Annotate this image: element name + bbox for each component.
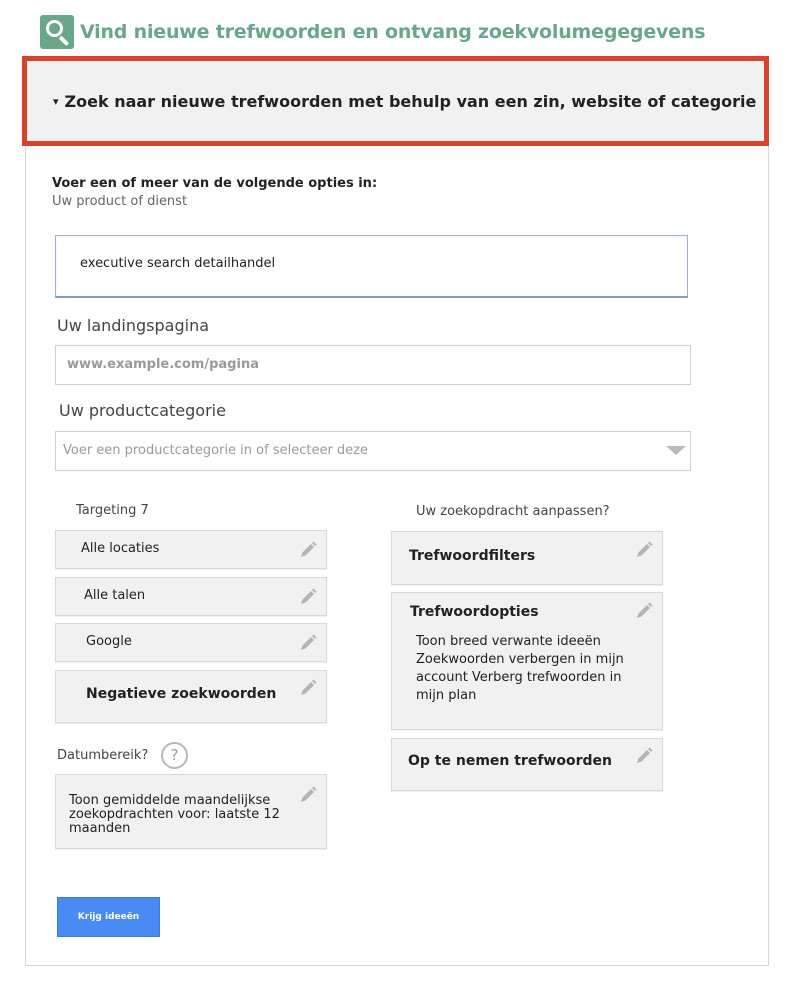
edit-pencil-icon[interactable]: [299, 634, 317, 652]
section-header[interactable]: [22, 56, 769, 146]
section-title[interactable]: Zoek naar nieuwe trefwoorden met behulp van een zin, website of categorie: [64, 91, 757, 111]
product-category-label: Uw productcategorie: [59, 401, 226, 420]
product-category-select[interactable]: Voer een productcategorie in of selecteer deze: [55, 431, 691, 471]
targeting-locations-card[interactable]: [55, 530, 327, 569]
landing-page-input[interactable]: www.example.com/pagina: [55, 345, 691, 385]
date-range-label: Datumbereik?: [57, 748, 149, 763]
targeting-locations-label: Alle locaties: [81, 541, 160, 556]
negative-keywords-card[interactable]: [55, 670, 327, 723]
targeting-languages-card[interactable]: [55, 577, 327, 616]
targeting-languages-label: Alle talen: [84, 588, 146, 603]
include-keywords-card[interactable]: [391, 738, 663, 791]
keyword-filters-card[interactable]: [391, 531, 663, 585]
edit-pencil-icon[interactable]: [635, 541, 653, 559]
customize-label: Uw zoekopdracht aanpassen?: [416, 504, 610, 519]
product-label: Uw product of dienst: [52, 194, 188, 209]
dropdown-arrow-icon[interactable]: [666, 446, 686, 455]
page-title: Vind nieuwe trefwoorden en ontvang zoekvolumegegevens: [80, 21, 706, 43]
keyword-options-card[interactable]: [391, 592, 663, 730]
keyword-options-text: Toon breed verwante ideeën Zoekwoorden verbergen in mijn account Verberg trefwoorden in mijn plan: [416, 634, 624, 703]
targeting-label: Targeting 7: [76, 503, 149, 518]
edit-pencil-icon[interactable]: [635, 602, 653, 620]
edit-pencil-icon[interactable]: [299, 541, 317, 559]
edit-pencil-icon[interactable]: [635, 747, 653, 765]
edit-pencil-icon[interactable]: [299, 786, 317, 804]
page-header: [40, 14, 705, 50]
include-keywords-label: Op te nemen trefwoorden: [408, 753, 612, 769]
get-ideas-button[interactable]: Krijg ideeën: [57, 897, 160, 937]
edit-pencil-icon[interactable]: [299, 679, 317, 697]
edit-pencil-icon[interactable]: [299, 588, 317, 606]
date-range-card[interactable]: [55, 774, 327, 849]
targeting-network-label: Google: [86, 634, 132, 649]
targeting-network-card[interactable]: [55, 623, 327, 662]
options-label: Voer een of meer van de volgende opties in:: [52, 176, 378, 191]
expand-triangle-icon[interactable]: ▾: [53, 94, 59, 108]
product-input[interactable]: executive search detailhandel: [55, 235, 688, 298]
help-icon[interactable]: ?: [161, 742, 188, 769]
negative-keywords-label: Negatieve zoekwoorden: [86, 686, 277, 702]
keyword-filters-label: Trefwoordfilters: [409, 548, 536, 564]
landing-page-label: Uw landingspagina: [57, 316, 210, 335]
search-icon: [40, 15, 74, 49]
date-range-text: Toon gemiddelde maandelijkse zoekopdrachten voor: laatste 12 maanden: [69, 793, 280, 836]
keyword-options-title: Trefwoordopties: [410, 604, 539, 620]
